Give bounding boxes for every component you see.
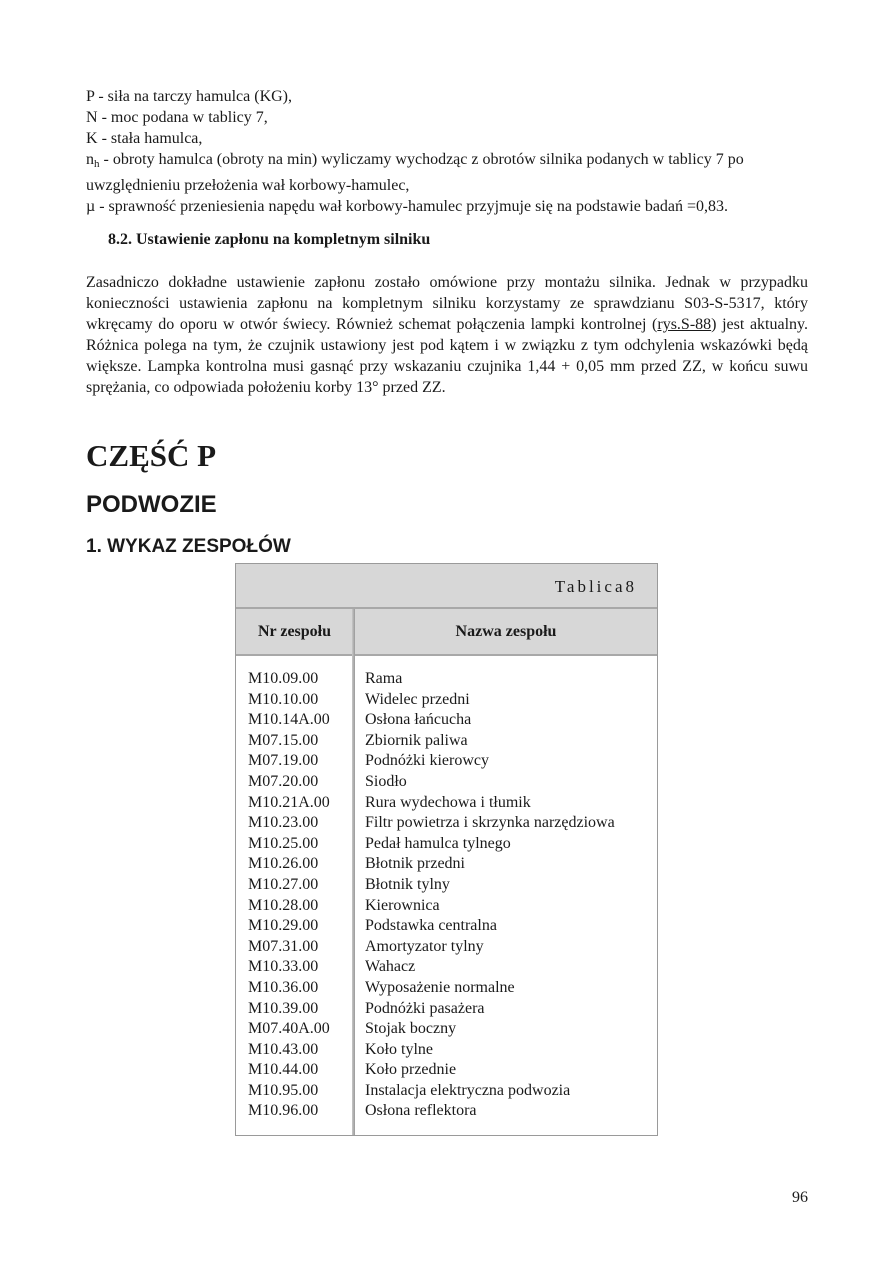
assembly-name: Osłona łańcucha [365, 711, 472, 729]
assembly-name: Podnóżki pasażera [365, 999, 485, 1017]
table-body [236, 669, 657, 1122]
table-row [236, 999, 657, 1020]
section-heading: 8.2. Ustawienie zapłonu na kompletnym silniku [108, 231, 431, 248]
table-row [236, 875, 657, 896]
assembly-name: Zbiornik paliwa [365, 731, 468, 749]
column-header-number: Nr zespołu [257, 623, 332, 640]
table-row [236, 690, 657, 711]
section-paragraph [86, 272, 808, 398]
definition-subscript: h [94, 158, 100, 170]
assembly-number: M07.20.00 [248, 772, 319, 790]
assembly-number: M10.95.00 [248, 1081, 319, 1099]
assembly-number: M10.44.00 [248, 1061, 319, 1079]
table-row [236, 1101, 657, 1122]
table-row [236, 751, 657, 772]
assembly-name: Kierownica [365, 896, 440, 914]
assembly-number: M10.09.00 [248, 670, 319, 687]
assembly-name: Stojak boczny [365, 1020, 457, 1038]
definition-text: - sprawność przeniesienia napędu wał korbowy-hamulec przyjmuje się na podstawie badań =0,83. [95, 198, 729, 215]
assembly-name: Rama [365, 670, 403, 687]
table-row [236, 669, 657, 690]
definition-symbol: n [86, 151, 94, 168]
table-row [236, 1081, 657, 1102]
chassis-title: PODWOZIE [86, 491, 217, 518]
table-row [236, 1040, 657, 1061]
assembly-name: Podstawka centralna [365, 917, 497, 935]
assembly-name: Filtr powietrza i skrzynka narzędziowa [365, 814, 615, 832]
assembly-name: Widelec przedni [365, 690, 470, 708]
table-row [236, 834, 657, 855]
part-title: CZĘŚĆ P [86, 438, 217, 473]
assembly-name: Koło tylne [365, 1040, 433, 1058]
table-row [236, 1019, 657, 1040]
table-caption-text: Tablica8 [554, 577, 637, 596]
assembly-name: Pedał hamulca tylnego [365, 834, 511, 852]
assembly-name: Amortyzator tylny [365, 937, 484, 955]
assembly-name: Wahacz [365, 958, 416, 976]
assembly-name: Osłona reflektora [365, 1102, 477, 1120]
assembly-name: Błotnik przedni [365, 855, 465, 873]
assembly-number: M10.28.00 [248, 896, 319, 914]
definition-symbol: µ [86, 198, 96, 215]
assembly-number: M10.23.00 [248, 814, 319, 832]
table-header [236, 609, 657, 656]
assembly-name: Instalacja elektryczna podwozia [365, 1081, 571, 1099]
assembly-name: Podnóżki kierowcy [365, 752, 489, 770]
definition-text: - stała hamulca, [97, 130, 203, 147]
table-row [236, 896, 657, 917]
assembly-number: M10.36.00 [248, 978, 319, 996]
page-number: 96 [792, 1189, 808, 1206]
definition-symbol: K [86, 130, 98, 147]
list-heading: 1. WYKAZ ZESPOŁÓW [86, 536, 291, 557]
assembly-number: M10.21A.00 [248, 793, 330, 811]
paragraph-text: Zasadniczo dokładne ustawienie zapłonu zostało omówione przy montażu silnika. Jednak w przypadku konieczności ustawienia zapłonu na kompletnym silniku korzystamy ze sprawdzianu S03-S-5317, który wkręcamy do oporu w otwór świecy. Również schemat połączenia lampki kontrolnej ( [86, 274, 808, 333]
definition-item [86, 128, 810, 149]
assembly-number: M10.33.00 [248, 958, 319, 976]
definition-symbol: N [86, 109, 98, 126]
definition-text: - siła na tarczy hamulca (KG), [94, 88, 292, 105]
assembly-number: M07.15.00 [248, 731, 319, 749]
table-row [236, 813, 657, 834]
table-row [236, 1060, 657, 1081]
definition-text: - obroty hamulca (obroty na min) wyliczamy wychodząc z obrotów silnika podanych w tablicy 7 po uwzględnieniu przełożenia wał korbowy-hamulec, [86, 151, 744, 194]
definition-item [86, 149, 810, 196]
column-header-name: Nazwa zespołu [455, 623, 557, 640]
assemblies-table [235, 563, 658, 1136]
assembly-number: M10.43.00 [248, 1040, 319, 1058]
assembly-number: M10.96.00 [248, 1102, 319, 1120]
definition-item [86, 86, 810, 107]
definition-item [86, 196, 810, 217]
assembly-name: Koło przednie [365, 1061, 457, 1079]
definition-symbol: P [86, 88, 95, 105]
table-row [236, 916, 657, 937]
definition-text: - moc podana w tablicy 7, [97, 109, 268, 126]
table-caption [236, 564, 657, 609]
assembly-number: M07.40A.00 [248, 1020, 330, 1038]
figure-link[interactable]: rys.S-88 [657, 316, 712, 333]
table-row [236, 731, 657, 752]
table-row [236, 957, 657, 978]
definitions-list [86, 86, 810, 217]
assembly-number: M10.14A.00 [248, 711, 330, 729]
assembly-number: M10.39.00 [248, 999, 319, 1017]
table-row [236, 793, 657, 814]
table-row [236, 772, 657, 793]
table-row [236, 710, 657, 731]
assembly-name: Błotnik tylny [365, 875, 450, 893]
assembly-name: Siodło [365, 772, 407, 790]
table-row [236, 854, 657, 875]
assembly-name: Rura wydechowa i tłumik [365, 793, 531, 811]
assembly-number: M10.29.00 [248, 917, 319, 935]
table-row [236, 937, 657, 958]
assembly-name: Wyposażenie normalne [365, 978, 515, 996]
assembly-number: M10.26.00 [248, 855, 319, 873]
table-row [236, 978, 657, 999]
assembly-number: M10.27.00 [248, 875, 319, 893]
assembly-number: M07.19.00 [248, 752, 319, 770]
assembly-number: M10.25.00 [248, 834, 319, 852]
assembly-number: M07.31.00 [248, 937, 319, 955]
paragraph-text: ) jest aktualny. Różnica polega na tym, że czujnik ustawiony jest pod kątem i w związku z tym odchylenia wskazówki będą większe. Lampka kontrolna musi gasnąć przy wskazaniu czujnika 1,44 + 0,05 mm przed ZZ, w końcu suwu sprężania, co odpowiada położeniu korby 13° przed ZZ. [86, 316, 808, 396]
definition-item [86, 107, 810, 128]
assembly-number: M10.10.00 [248, 690, 319, 708]
